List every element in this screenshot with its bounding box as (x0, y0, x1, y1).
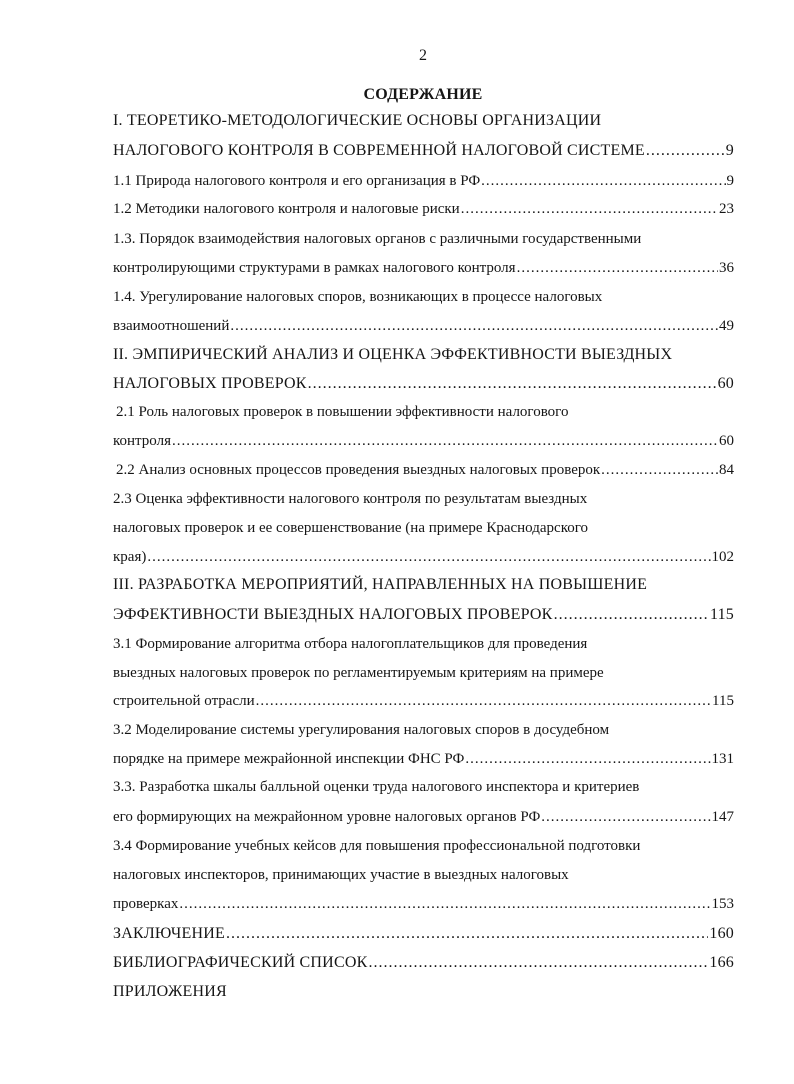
toc-section-title: проверках (113, 896, 179, 912)
toc-page-number: 84 (719, 462, 734, 478)
toc-title: СОДЕРЖАНИЕ (363, 86, 483, 103)
leader-dots (230, 318, 718, 335)
toc-page-number: 166 (709, 954, 734, 971)
toc-conclusion (113, 925, 734, 943)
toc-page-number: 36 (719, 260, 734, 276)
toc-section-title: взаимоотношений (113, 318, 230, 334)
toc-section-title: 1.1 Природа налогового контроля и его организация в РФ (113, 173, 481, 189)
leader-dots (256, 693, 711, 710)
toc-page-number: 131 (711, 751, 734, 767)
toc-section-title: порядке на примере межрайонной инспекции ФНС РФ (113, 751, 465, 767)
toc-page-number: 60 (717, 375, 734, 392)
toc-page-number: 9 (725, 142, 734, 159)
toc-section-3-4-line-1: 3.4 Формирование учебных кейсов для повышения профессиональной подготовки (113, 838, 641, 854)
leader-dots (541, 809, 710, 826)
leader-dots (465, 751, 710, 768)
toc-chapter-2-entry (113, 375, 734, 393)
toc-section-3-4 (113, 896, 734, 913)
toc-page-number: 153 (711, 896, 734, 912)
toc-page-number: 115 (712, 693, 734, 709)
toc-appendices: ПРИЛОЖЕНИЯ (113, 983, 227, 1000)
toc-page-number: 147 (711, 809, 734, 825)
toc-section-2-1 (113, 433, 734, 450)
page-number: 2 (419, 47, 427, 64)
leader-dots (226, 925, 708, 943)
toc-page-number: 60 (719, 433, 734, 449)
toc-chapter-3-line-2: ЭФФЕКТИВНОСТИ ВЫЕЗДНЫХ НАЛОГОВЫХ ПРОВЕРОК (113, 606, 553, 623)
toc-section-3-3-line-1: 3.3. Разработка шкалы балльной оценки труда налогового инспектора и критериев (113, 779, 640, 795)
toc-page-number: 23 (719, 201, 734, 217)
leader-dots (172, 433, 718, 450)
toc-section-title: контроля (113, 433, 171, 449)
leader-dots (554, 606, 709, 624)
toc-section-1-3-line-1: 1.3. Порядок взаимодействия налоговых органов с различными государственными (113, 231, 642, 247)
toc-chapter-3-entry (113, 606, 734, 624)
leader-dots (179, 896, 710, 913)
toc-page-number: 160 (709, 925, 734, 942)
toc-bibliography (113, 954, 734, 972)
toc-chapter-2-line-2: НАЛОГОВЫХ ПРОВЕРОК (113, 375, 307, 392)
toc-page-number: 102 (711, 549, 734, 565)
toc-section-2-3 (113, 549, 734, 566)
toc-chapter-1-line-2: НАЛОГОВОГО КОНТРОЛЯ В СОВРЕМЕННОЙ НАЛОГОВОЙ СИСТЕМЕ (113, 142, 645, 159)
toc-section-title: края) (113, 549, 147, 565)
leader-dots (646, 142, 725, 160)
toc-chapter-1-line-1: I. ТЕОРЕТИКО-МЕТОДОЛОГИЧЕСКИЕ ОСНОВЫ ОРГАНИЗАЦИИ (113, 112, 602, 129)
leader-dots (601, 462, 718, 479)
toc-section-title: ЗАКЛЮЧЕНИЕ (113, 925, 225, 942)
toc-section-3-1 (113, 693, 734, 710)
toc-section-3-4-line-2: налоговых инспекторов, принимающих участие в выездных налоговых (113, 867, 569, 883)
toc-chapter-3-line-1: III. РАЗРАБОТКА МЕРОПРИЯТИЙ, НАПРАВЛЕННЫХ НА ПОВЫШЕНИЕ (113, 576, 648, 593)
toc-page-number: 115 (709, 606, 734, 623)
leader-dots (461, 201, 718, 218)
toc-section-title: 1.2 Методики налогового контроля и налоговые риски (113, 201, 460, 217)
leader-dots (147, 549, 710, 566)
toc-section-1-1 (113, 173, 734, 190)
toc-section-title: БИБЛИОГРАФИЧЕСКИЙ СПИСОК (113, 954, 368, 971)
toc-section-1-4 (113, 318, 734, 335)
toc-section-1-4-line-1: 1.4. Урегулирование налоговых споров, возникающих в процессе налоговых (113, 289, 603, 305)
toc-section-2-3-line-1: 2.3 Оценка эффективности налогового контроля по результатам выездных (113, 491, 588, 507)
leader-dots (308, 375, 717, 393)
toc-section-3-1-line-2: выездных налоговых проверок по регламентируемым критериям на примере (113, 665, 604, 681)
toc-section-1-3 (113, 260, 734, 277)
toc-section-2-3-line-2: налоговых проверок и ее совершенствование (на примере Краснодарского (113, 520, 589, 536)
toc-page-number: 9 (726, 173, 734, 189)
toc-chapter-1-entry (113, 142, 734, 160)
toc-section-3-1-line-1: 3.1 Формирование алгоритма отбора налогоплательщиков для проведения (113, 636, 588, 652)
toc-section-2-2 (116, 462, 734, 479)
toc-section-3-3 (113, 809, 734, 826)
toc-chapter-2-line-1: II. ЭМПИРИЧЕСКИЙ АНАЛИЗ И ОЦЕНКА ЭФФЕКТИВНОСТИ ВЫЕЗДНЫХ (113, 346, 673, 363)
toc-section-title: его формирующих на межрайонном уровне налоговых органов РФ (113, 809, 541, 825)
leader-dots (517, 260, 718, 277)
toc-section-3-2-line-1: 3.2 Моделирование системы урегулирования налоговых споров в досудебном (113, 722, 610, 738)
toc-section-1-2 (113, 201, 734, 218)
toc-page-number: 49 (719, 318, 734, 334)
toc-section-title: строительной отрасли (113, 693, 255, 709)
leader-dots (368, 954, 708, 972)
toc-section-title: контролирующими структурами в рамках налогового контроля (113, 260, 516, 276)
toc-section-title: 2.2 Анализ основных процессов проведения выездных налоговых проверок (116, 462, 601, 478)
toc-section-3-2 (113, 751, 734, 768)
toc-section-2-1-line-1: 2.1 Роль налоговых проверок в повышении эффективности налогового (116, 404, 569, 420)
leader-dots (481, 173, 725, 190)
